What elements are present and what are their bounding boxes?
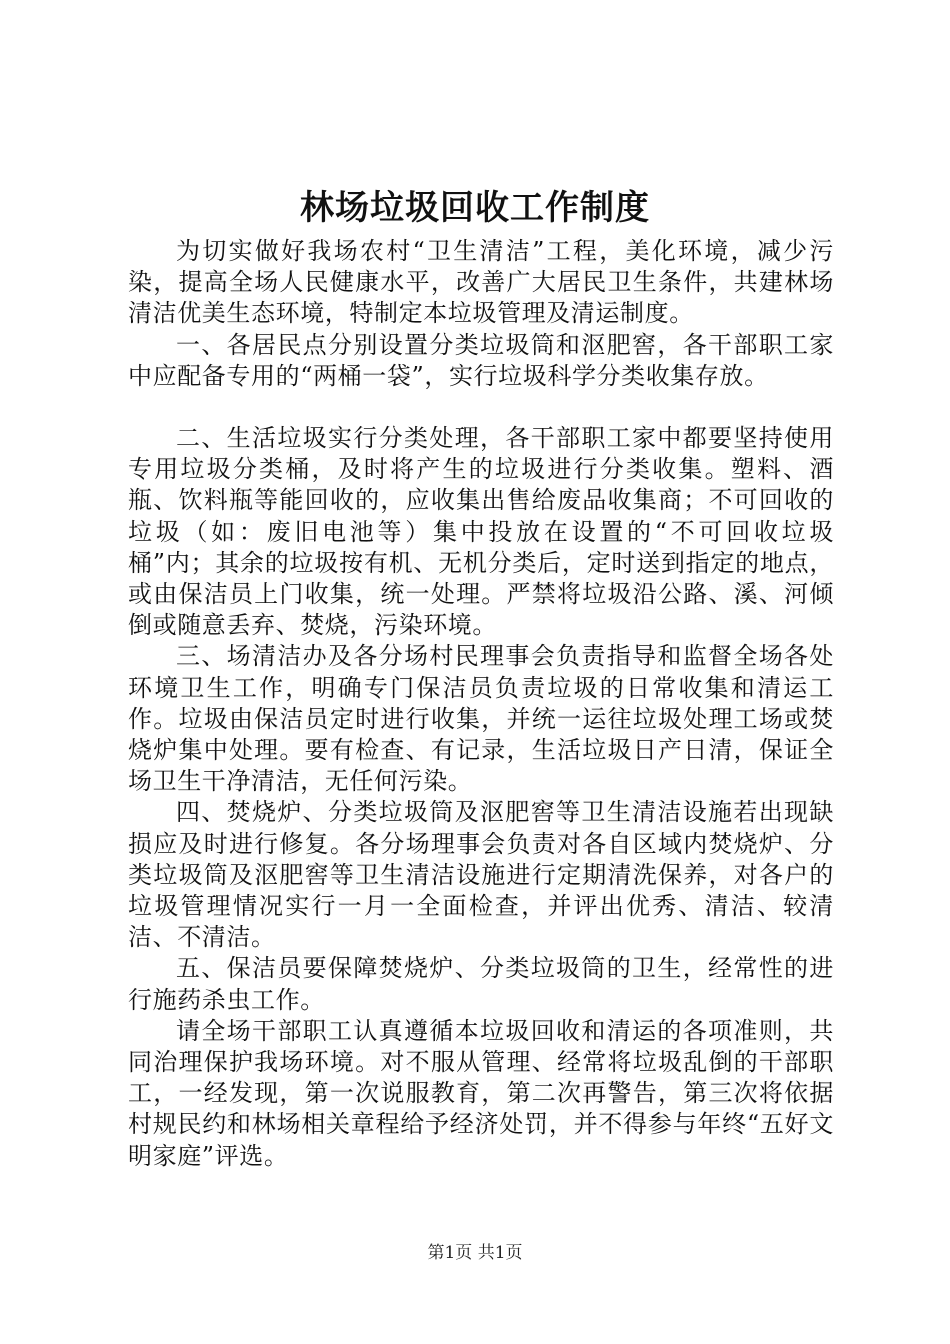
paragraph-intro: 为切实做好我场农村“卫生清洁”工程，美化环境，减少污染，提高全场人民健康水平，改善广大居民卫生条件，共建林场清洁优美生态环境，特制定本垃圾管理及清运制度。 bbox=[128, 237, 834, 328]
paragraph-rule-3: 三、场清洁办及各分场村民理事会负责指导和监督全场各处环境卫生工作，明确专门保洁员负责垃圾的日常收集和清运工作。垃圾由保洁员定时进行收集，并统一运往垃圾处理工场或焚烧炉集中处理。要有检查、有记录，生活垃圾日产日清，保证全场卫生干净清洁，无任何污染。 bbox=[128, 642, 834, 796]
document-title: 林场垃圾回收工作制度 bbox=[300, 188, 650, 228]
document-body bbox=[128, 236, 834, 1172]
page-number-footer: 第1页 共1页 bbox=[427, 1243, 523, 1263]
paragraph-rule-4: 四、焚烧炉、分类垃圾筒及沤肥窖等卫生清洁设施若出现缺损应及时进行修复。各分场理事会负责对各自区域内焚烧炉、分类垃圾筒及沤肥窖等卫生清洁设施进行定期清洗保养，对各户的垃圾管理情况实行一月一全面检查，并评出优秀、清洁、较清洁、不清洁。 bbox=[128, 798, 834, 952]
paragraph-rule-1: 一、各居民点分别设置分类垃圾筒和沤肥窖，各干部职工家中应配备专用的“两桶一袋”，实行垃圾科学分类收集存放。 bbox=[128, 330, 834, 390]
paragraph-closing: 请全场干部职工认真遵循本垃圾回收和清运的各项准则，共同治理保护我场环境。对不服从管理、经常将垃圾乱倒的干部职工，一经发现，第一次说服教育，第二次再警告，第三次将依据村规民约和林场相关章程给予经济处罚，并不得参与年终“五好文明家庭”评选。 bbox=[128, 1016, 834, 1170]
paragraph-rule-2: 二、生活垃圾实行分类处理，各干部职工家中都要坚持使用专用垃圾分类桶，及时将产生的垃圾进行分类收集。塑料、酒瓶、饮料瓶等能回收的，应收集出售给废品收集商；不可回收的垃圾（如：废旧电池等）集中投放在设置的“不可回收垃圾桶”内；其余的垃圾按有机、无机分类后，定时送到指定的地点，或由保洁员上门收集，统一处理。严禁将垃圾沿公路、溪、河倾倒或随意丢弃、焚烧，污染环境。 bbox=[128, 424, 834, 640]
paragraph-rule-5: 五、保洁员要保障焚烧炉、分类垃圾筒的卫生，经常性的进行施药杀虫工作。 bbox=[128, 954, 834, 1014]
